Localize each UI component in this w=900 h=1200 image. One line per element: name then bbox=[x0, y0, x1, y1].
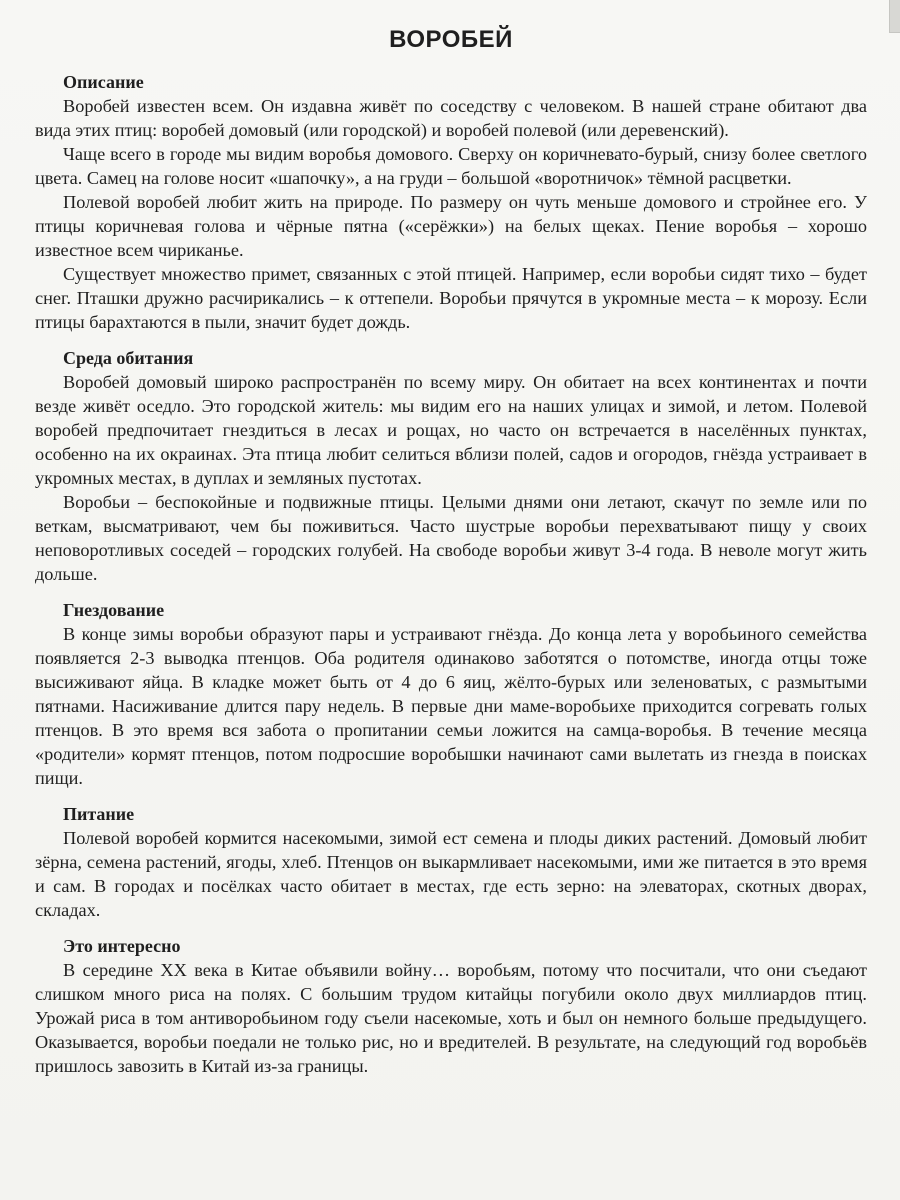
paragraph: Полевой воробей кормится насекомыми, зимой ест семена и плоды диких растений. Домовый любит зёрна, семена растений, ягоды, хлеб. Птенцов он выкармливает насекомыми, ими же питается в это время и сам. В городах и посёлках часто обитает в местах, где есть зерно: на элеваторах, скотных дворах, складах. bbox=[35, 828, 867, 920]
section-nesting bbox=[35, 598, 867, 790]
paragraph: Воробей известен всем. Он издавна живёт по соседству с человеком. В нашей стране обитают два вида этих птиц: воробей домовый (или городской) и воробей полевой (или деревенский). bbox=[35, 96, 867, 140]
paragraph: В конце зимы воробьи образуют пары и устраивают гнёзда. До конца лета у воробьиного семейства появляется 2-3 выводка птенцов. Оба родителя одинаково заботятся о потомстве, иногда отцы тоже высиживают яйца. В кладке может быть от 4 до 6 яиц, жёлто-бурых или зеленоватых, с размытыми пятнами. Насиживание длится пару недель. В первые дни маме-воробьихе приходится согревать голых птенцов. В это время вся забота о пропитании семьи ложится на самца-воробья. В течение месяца «родители» кормят птенцов, потом подросшие воробышки начинают сами вылетать из гнезда в поисках пищи. bbox=[35, 624, 867, 788]
section-heading: Гнездование bbox=[63, 600, 165, 620]
paragraph: Чаще всего в городе мы видим воробья домового. Сверху он коричневато-бурый, снизу более светлого цвета. Самец на голове носит «шапочку», а на груди – большой «воротничок» тёмной расцветки. bbox=[35, 144, 867, 188]
document-content bbox=[35, 20, 867, 1090]
section-heading: Описание bbox=[63, 72, 144, 92]
section-heading: Среда обитания bbox=[63, 348, 194, 368]
paragraph: Воробей домовый широко распространён по всему миру. Он обитает на всех континентах и почти везде живёт оседло. Это городской житель: мы видим его на наших улицах и зимой, и летом. Полевой воробей предпочитает гнездиться в лесах и рощах, но часто он встречается в населённых пунктах, особенно на их окраинах. Эта птица любит селиться вблизи полей, садов и огородов, гнёзда устраивает в укромных местах, в дуплах и земляных пустотах. bbox=[35, 372, 867, 488]
paragraph: Воробьи – беспокойные и подвижные птицы. Целыми днями они летают, скачут по земле или по веткам, высматривают, чем бы поживиться. Часто шустрые воробьи перехватывают пищу у своих неповоротливых соседей – городских голубей. На свободе воробьи живут 3-4 года. В неволе могут жить дольше. bbox=[35, 492, 867, 584]
section-description bbox=[35, 70, 867, 334]
paragraph: В середине XX века в Китае объявили войну… воробьям, потому что посчитали, что они съедают слишком много риса на полях. С большим трудом китайцы погубили около двух миллиардов птиц. Урожай риса в том антиворобьином году съели насекомые, хоть и был он немного больше предыдущего. Оказывается, воробьи поедали не только рис, но и вредителей. В результате, на следующий год воробьёв пришлось завозить в Китай из-за границы. bbox=[35, 960, 867, 1076]
section-feeding bbox=[35, 802, 867, 922]
section-heading: Питание bbox=[63, 804, 135, 824]
paragraph: Полевой воробей любит жить на природе. По размеру он чуть меньше домового и стройнее его. У птицы коричневая голова и чёрные пятна («серёжки») на белых щеках. Пение воробья – хорошо известное всем чириканье. bbox=[35, 192, 867, 260]
paragraph: Существует множество примет, связанных с этой птицей. Например, если воробьи сидят тихо – будет снег. Пташки дружно расчирикались – к оттепели. Воробьи прячутся в укромные места – к морозу. Если птицы барахтаются в пыли, значит будет дождь. bbox=[35, 264, 867, 332]
page-edge-mark bbox=[889, 0, 900, 33]
page-title: ВОРОБЕЙ bbox=[389, 26, 513, 53]
section-habitat bbox=[35, 346, 867, 586]
section-heading: Это интересно bbox=[63, 936, 181, 956]
section-interesting bbox=[35, 934, 867, 1078]
